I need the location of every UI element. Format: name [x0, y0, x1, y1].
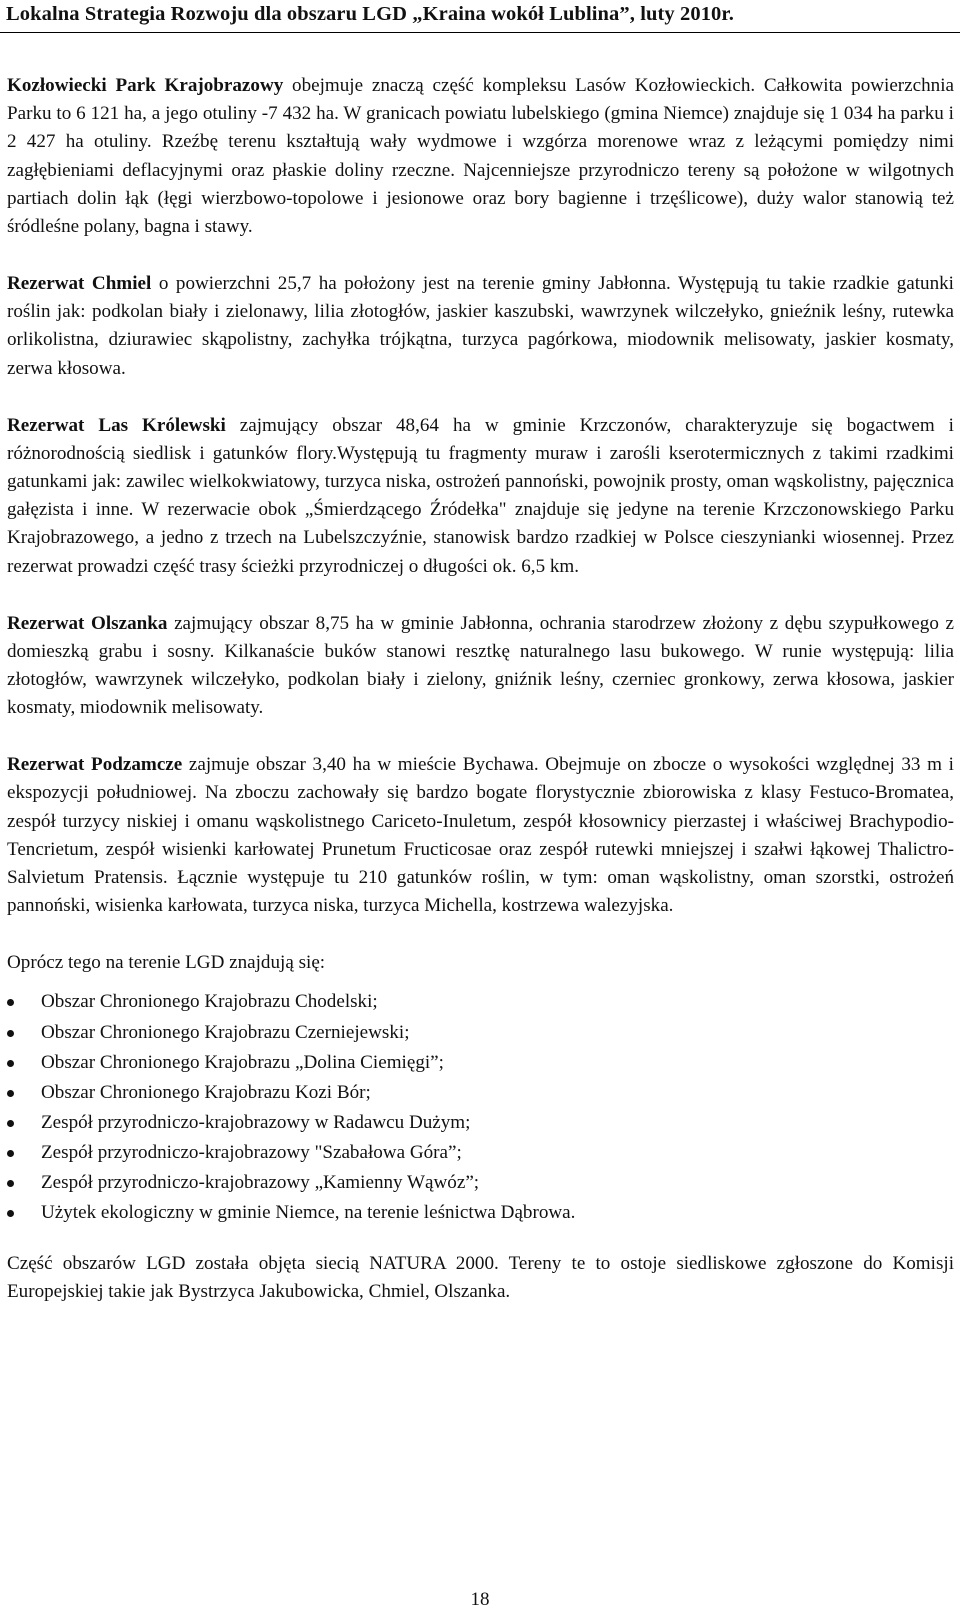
paragraph-text: zajmujący obszar 8,75 ha w gminie Jabłonna, ochrania starodrzew złożony z dębu szypułkowego z domieszką grabu i sosny. Kilkanaście buków stanowi resztkę naturalnego lasu bukowego. W runie występują: lilia złotogłów, wawrzynek wilczełyko, podkolan biały i zielony, gniźnik leśny, czerniec gronkowy, zerwa kłosowa, jaskier kosmaty, miodownik melisowaty.: [7, 612, 954, 719]
paragraph-heading: Rezerwat Olszanka: [7, 612, 168, 634]
bullet-icon: [7, 1210, 14, 1217]
page-content: [7, 72, 954, 1335]
list-item: Użytek ekologiczny w gminie Niemce, na terenie leśnictwa Dąbrowa.: [7, 1198, 954, 1228]
paragraph-heading: Rezerwat Chmiel: [7, 273, 152, 295]
list-item: Obszar Chronionego Krajobrazu „Dolina Ciemięgi”;: [7, 1048, 954, 1078]
bullet-icon: [7, 1150, 14, 1157]
list-intro: Oprócz tego na terenie LGD znajdują się:: [7, 952, 326, 974]
paragraph-heading: Rezerwat Podzamcze: [7, 754, 183, 776]
paragraph-heading: Rezerwat Las Królewski: [7, 414, 226, 436]
paragraph-text: zajmuje obszar 3,40 ha w mieście Bychawa. Obejmuje on zbocze o wysokości względnej 33 m i ekspozycji południowej. Na zboczu zachowały się bardzo bogate florystycznie zbiorowiska z klasy Festuco-Bromatea, zespół turzycy niskiej i omanu wąskolistnego Cariceto-Inuletum, zespół kłosownicy pierzastej i właściwej Brachypodio-Tencrietum, zespół wisienki karłowatej Prunetum Fructicosae oraz zespół rutewki mniejszej i szałwi łąkowej Thalictro-Salvietum Pratensis. Łącznie występuje tu 210 gatunków roślin, w tym: oman wąskolistny, oman szorstki, ostrożeń pannoński, wisienka karłowata, turzyca niska, turzyca Michella, kostrzewa walezyjska.: [7, 754, 954, 917]
list-item: Zespół przyrodniczo-krajobrazowy "Szabałowa Góra”;: [7, 1138, 954, 1168]
closing-paragraph: Część obszarów LGD została objęta siecią NATURA 2000. Tereny te to ostoje siedliskowe zgłoszone do Komisji Europejskiej takie jak Bystrzyca Jakubowicka, Chmiel, Olszanka.: [7, 1253, 954, 1303]
paragraph-kozlowiecki-park: [7, 72, 954, 241]
page-header: Lokalna Strategia Rozwoju dla obszaru LGD „Kraina wokół Lublina”, luty 2010r.: [6, 3, 734, 25]
list-item: Obszar Chronionego Krajobrazu Czerniejewski;: [7, 1018, 954, 1048]
protected-areas-list: [7, 987, 954, 1228]
paragraph-text: obejmuje znaczą część kompleksu Lasów Kozłowieckich. Całkowita powierzchnia Parku to 6 121 ha, a jego otuliny -7 432 ha. W granicach powiatu lubelskiego (gmina Niemce) znajduje się 1 034 ha parku i 2 427 ha otuliny. Rzeźbę terenu kształtują wały wydmowe i wzgórza morenowe wraz z leżącymi pomiędzy nimi zagłębieniami deflacyjnymi oraz płaskie doliny rzeczne. Najcenniejsze przyrodniczo tereny są położone w wilgotnych partiach dolin łąk (łęgi wierzbowo-topolowe i jesionowe oraz bory bagienne i trzęślicowe), duży walor stanowią też śródleśne polany, bagna i stawy.: [7, 75, 954, 238]
page-number: 18: [470, 1589, 490, 1610]
bullet-icon: [7, 1030, 14, 1037]
paragraph-rezerwat-podzamcze: [7, 751, 954, 920]
bullet-icon: [7, 1060, 14, 1067]
paragraph-rezerwat-chmiel: [7, 270, 954, 383]
header-divider: [0, 32, 960, 33]
paragraph-rezerwat-olszanka: [7, 610, 954, 723]
bullet-icon: [7, 1180, 14, 1187]
list-item: Obszar Chronionego Krajobrazu Chodelski;: [7, 987, 954, 1017]
paragraph-text: zajmujący obszar 48,64 ha w gminie Krzczonów, charakteryzuje się bogactwem i różnorodnością siedlisk i gatunków flory.Występują tu fragmenty muraw i zarośli kserotermicznych z takimi rzadkimi gatunkami jak: zawilec wielkokwiatowy, turzyca niska, ostrożeń pannoński, powojnik prosty, oman wąskolistny, pajęcznica gałęzista i inne. W rezerwacie obok „Śmierdzącego Źródełka" znajduje się jedyne na terenie Krzczonowskiego Parku Krajobrazowego, a jedno z trzech na Lubelszczyźnie, stanowisk bardzo rzadkiej w Polsce cieszynianki wiosennej. Przez rezerwat prowadzi część trasy ścieżki przyrodniczej o długości ok. 6,5 km.: [7, 414, 954, 577]
paragraph-text: o powierzchni 25,7 ha położony jest na terenie gminy Jabłonna. Występują tu takie rzadkie gatunki roślin jak: podkolan biały i zielonawy, lilia złotogłów, jaskier kaszubski, wawrzynek wilczełyko, gnieźnik leśny, rutewka orlikolistna, dziurawiec skąpolistny, zachyłka trójkątna, turzyca pagórkowa, miodownik melisowaty, jaskier kosmaty, zerwa kłosowa.: [7, 273, 954, 379]
list-item: Zespół przyrodniczo-krajobrazowy „Kamienny Wąwóz”;: [7, 1168, 954, 1198]
bullet-icon: [7, 999, 14, 1006]
bullet-icon: [7, 1090, 14, 1097]
bullet-icon: [7, 1120, 14, 1127]
list-item: Obszar Chronionego Krajobrazu Kozi Bór;: [7, 1078, 954, 1108]
list-item: Zespół przyrodniczo-krajobrazowy w Radawcu Dużym;: [7, 1108, 954, 1138]
paragraph-rezerwat-las-krolewski: [7, 412, 954, 581]
paragraph-heading: Kozłowiecki Park Krajobrazowy: [7, 75, 284, 96]
